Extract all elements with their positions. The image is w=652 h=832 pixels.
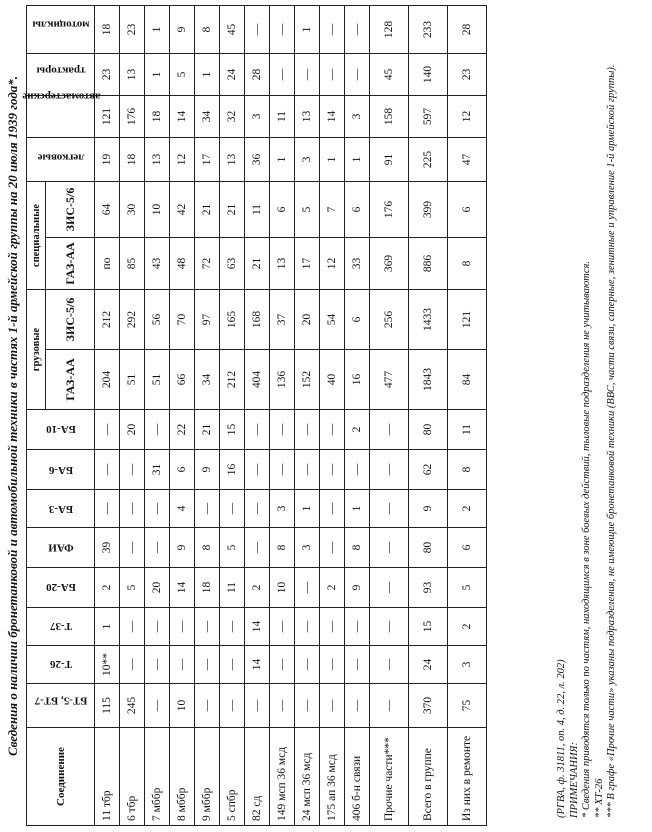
cell-aw: 597 (409, 95, 448, 137)
cell-s_zis: 6 (270, 181, 295, 237)
cell-ba3: 1 (295, 490, 320, 528)
cell-mc: 9 (170, 5, 195, 53)
table-row (345, 5, 370, 825)
cell-t26: — (145, 646, 170, 684)
table-row (448, 5, 487, 825)
cell-s_gaz: по (95, 238, 120, 290)
cell-c_zis: 292 (120, 290, 145, 350)
cell-tr: 1 (145, 53, 170, 95)
cell-mc: 233 (409, 5, 448, 53)
header-cargo-zis: ЗИС-5/6 (46, 290, 95, 350)
cell-aw: 14 (170, 95, 195, 137)
cell-c_zis: 165 (220, 290, 245, 350)
table-row (170, 5, 195, 825)
cell-s_zis: 6 (448, 181, 487, 237)
cell-ba3: — (320, 490, 345, 528)
cell-fai: 8 (270, 528, 295, 568)
cell-t26: 24 (409, 646, 448, 684)
cell-s_zis: 10 (145, 181, 170, 237)
cell-ba20: — (370, 568, 409, 608)
cell-aw: 11 (270, 95, 295, 137)
cell-ba10: — (245, 410, 270, 450)
cell-aw: 34 (195, 95, 220, 137)
cell-s_zis: 5 (295, 181, 320, 237)
cell-bt: 245 (120, 684, 145, 728)
row-label: 175 ап 36 мсд (320, 728, 345, 826)
cell-fai: 8 (345, 528, 370, 568)
cell-cars: 3 (295, 137, 320, 181)
cell-bt: — (270, 684, 295, 728)
cell-c_zis: 256 (370, 290, 409, 350)
cell-ba6: 31 (145, 450, 170, 490)
row-label: Из них в ремонте (448, 728, 487, 826)
cell-s_gaz: 33 (345, 238, 370, 290)
table-body (95, 5, 487, 825)
cell-ba10: — (295, 410, 320, 450)
cell-ba3: — (120, 490, 145, 528)
table-row (370, 5, 409, 825)
row-label: 8 мббр (170, 728, 195, 826)
cell-c_gaz: 204 (95, 350, 120, 410)
cell-ba10: 22 (170, 410, 195, 450)
cell-s_gaz: 369 (370, 238, 409, 290)
cell-tr: 23 (448, 53, 487, 95)
cell-tr: — (270, 53, 295, 95)
row-label: 9 мббр (195, 728, 220, 826)
header-fai: ФАИ (27, 528, 95, 568)
cell-ba10: 2 (345, 410, 370, 450)
table-row (145, 5, 170, 825)
row-label: 149 мсп 36 мсд (270, 728, 295, 826)
header-ba6: БА-6 (27, 450, 95, 490)
cell-cars: 91 (370, 137, 409, 181)
cell-bt: — (320, 684, 345, 728)
cell-cars: 1 (320, 137, 345, 181)
cell-tr: 5 (170, 53, 195, 95)
cell-fai: — (145, 528, 170, 568)
table-title: Сведения о наличии бронетанковой и автомобильной техники в частях 1-й армейской группы на 20 июля 1939 года*. (5, 75, 20, 757)
cell-c_gaz: 404 (245, 350, 270, 410)
cell-ba6: 9 (195, 450, 220, 490)
cell-t37: — (145, 608, 170, 646)
cell-mc: 18 (95, 5, 120, 53)
cell-c_gaz: 16 (345, 350, 370, 410)
cell-t26: — (170, 646, 195, 684)
cell-ba6: — (320, 450, 345, 490)
notes-heading: ПРИМЕЧАНИЯ: (568, 742, 580, 818)
cell-c_zis: 1433 (409, 290, 448, 350)
cell-t26: 3 (448, 646, 487, 684)
header-cars: легковые (27, 137, 95, 181)
cell-s_gaz: 63 (220, 238, 245, 290)
cell-t37: — (320, 608, 345, 646)
header-autoworkshops: автомастерские (27, 95, 95, 137)
cell-ba6: — (270, 450, 295, 490)
cell-s_gaz: 12 (320, 238, 345, 290)
cell-mc: 8 (195, 5, 220, 53)
cell-bt: — (145, 684, 170, 728)
cell-tr: 45 (370, 53, 409, 95)
cell-tr: 23 (95, 53, 120, 95)
cell-ba10: — (270, 410, 295, 450)
cell-tr: 24 (220, 53, 245, 95)
row-label: Прочие части*** (370, 728, 409, 826)
table-row (320, 5, 345, 825)
row-label: 7 мббр (145, 728, 170, 826)
header-t26: Т-26 (27, 646, 95, 684)
header-tractors: тракторы (27, 53, 95, 95)
cell-c_gaz: 34 (195, 350, 220, 410)
cell-tr: 28 (245, 53, 270, 95)
cell-ba3: 9 (409, 490, 448, 528)
cell-s_zis: 399 (409, 181, 448, 237)
cell-s_gaz: 13 (270, 238, 295, 290)
row-label: 82 сд (245, 728, 270, 826)
cell-mc: 45 (220, 5, 245, 53)
cell-cars: 13 (220, 137, 245, 181)
cell-fai: — (120, 528, 145, 568)
cell-aw: 12 (448, 95, 487, 137)
cell-c_gaz: 51 (145, 350, 170, 410)
cell-c_zis: 168 (245, 290, 270, 350)
cell-ba10: 21 (195, 410, 220, 450)
cell-mc: — (245, 5, 270, 53)
header-special-zis: ЗИС-5/6 (46, 181, 95, 237)
cell-mc: 1 (295, 5, 320, 53)
notes-block (556, 18, 619, 818)
cell-aw: 13 (295, 95, 320, 137)
cell-ba6: — (295, 450, 320, 490)
cell-ba6: 62 (409, 450, 448, 490)
cell-ba20: 93 (409, 568, 448, 608)
cell-t37: 14 (245, 608, 270, 646)
cell-t37: 1 (95, 608, 120, 646)
cell-ba6: 16 (220, 450, 245, 490)
cell-t37: — (270, 608, 295, 646)
cell-fai: 9 (170, 528, 195, 568)
cell-s_zis: 11 (245, 181, 270, 237)
cell-t26: — (270, 646, 295, 684)
cell-s_zis: 6 (345, 181, 370, 237)
cell-s_gaz: 85 (120, 238, 145, 290)
cell-ba6: 6 (170, 450, 195, 490)
cell-bt: — (370, 684, 409, 728)
cell-ba6: — (370, 450, 409, 490)
cell-ba10: — (320, 410, 345, 450)
cell-c_zis: 54 (320, 290, 345, 350)
table-row (295, 5, 320, 825)
cell-bt: 10 (170, 684, 195, 728)
cell-ba20: 5 (120, 568, 145, 608)
cell-t26: — (295, 646, 320, 684)
cell-c_gaz: 66 (170, 350, 195, 410)
cell-ba20: 10 (270, 568, 295, 608)
cell-t37: — (345, 608, 370, 646)
cell-aw: 14 (320, 95, 345, 137)
cell-ba6: — (245, 450, 270, 490)
vehicles-table (21, 5, 487, 826)
cell-bt: 75 (448, 684, 487, 728)
cell-cars: 1 (345, 137, 370, 181)
header-unit: Соединение (27, 728, 95, 826)
cell-tr: — (345, 53, 370, 95)
cell-ba20: 11 (220, 568, 245, 608)
cell-s_gaz: 48 (170, 238, 195, 290)
cell-c_zis: 121 (448, 290, 487, 350)
header-motorcycles: мотоциклы (27, 5, 95, 53)
cell-mc: 23 (120, 5, 145, 53)
cell-ba3: 3 (270, 490, 295, 528)
cell-fai: — (320, 528, 345, 568)
cell-s_gaz: 72 (195, 238, 220, 290)
header-cargo-group: грузовые (27, 290, 46, 410)
cell-ba20: 18 (195, 568, 220, 608)
cell-ba20: 9 (345, 568, 370, 608)
cell-t37: — (370, 608, 409, 646)
cell-s_zis: 7 (320, 181, 345, 237)
cell-ba6: 8 (448, 450, 487, 490)
cell-ba10: 20 (120, 410, 145, 450)
cell-bt: — (245, 684, 270, 728)
row-label: 6 тбр (120, 728, 145, 826)
cell-s_gaz: 886 (409, 238, 448, 290)
cell-tr: 140 (409, 53, 448, 95)
row-label: Всего в группе (409, 728, 448, 826)
cell-fai: 3 (295, 528, 320, 568)
cell-t26: 14 (245, 646, 270, 684)
cell-ba3: — (245, 490, 270, 528)
source-note: (РГВА, ф. 31811, оп. 4, д. 22, л. 202) (556, 659, 567, 818)
cell-ba10: — (370, 410, 409, 450)
cell-c_zis: 20 (295, 290, 320, 350)
cell-s_zis: 176 (370, 181, 409, 237)
cell-cars: 1 (270, 137, 295, 181)
cell-c_zis: 6 (345, 290, 370, 350)
cell-mc: — (345, 5, 370, 53)
header-ba10: БА-10 (27, 410, 95, 450)
table-row (409, 5, 448, 825)
note-1: * Сведения приводятся только по частям, находящимся в зоне боевых действий, тыловые подразделения не учитываются. (581, 260, 592, 818)
cell-ba3: — (95, 490, 120, 528)
cell-t37: 15 (409, 608, 448, 646)
cell-tr: — (320, 53, 345, 95)
cell-aw: 3 (245, 95, 270, 137)
row-label: 11 тбр (95, 728, 120, 826)
cell-bt: — (345, 684, 370, 728)
cell-fai: 39 (95, 528, 120, 568)
cell-c_zis: 212 (95, 290, 120, 350)
table-row (195, 5, 220, 825)
cell-ba10: 11 (448, 410, 487, 450)
cell-c_zis: 56 (145, 290, 170, 350)
cell-cars: 13 (145, 137, 170, 181)
cell-bt: — (195, 684, 220, 728)
cell-ba20: 20 (145, 568, 170, 608)
row-label: 5 спбр (220, 728, 245, 826)
header-bt: БТ-5, БТ-7 (27, 684, 95, 728)
cell-ba3: 2 (448, 490, 487, 528)
cell-c_gaz: 40 (320, 350, 345, 410)
cell-s_zis: 64 (95, 181, 120, 237)
cell-ba20: 2 (245, 568, 270, 608)
cell-ba20: 5 (448, 568, 487, 608)
cell-ba20: — (295, 568, 320, 608)
cell-t37: — (195, 608, 220, 646)
table-row (220, 5, 245, 825)
cell-c_gaz: 136 (270, 350, 295, 410)
cell-ba10: 15 (220, 410, 245, 450)
cell-tr: 13 (120, 53, 145, 95)
cell-c_gaz: 51 (120, 350, 145, 410)
cell-bt: 115 (95, 684, 120, 728)
cell-ba6: — (345, 450, 370, 490)
cell-cars: 17 (195, 137, 220, 181)
cell-bt: 370 (409, 684, 448, 728)
cell-c_gaz: 212 (220, 350, 245, 410)
cell-cars: 18 (120, 137, 145, 181)
cell-t26: — (345, 646, 370, 684)
cell-mc: 128 (370, 5, 409, 53)
cell-fai: 6 (448, 528, 487, 568)
cell-fai: 80 (409, 528, 448, 568)
cell-cars: 36 (245, 137, 270, 181)
cell-t26: — (320, 646, 345, 684)
header-special-gaz: ГАЗ-АА (46, 238, 95, 290)
cell-tr: — (295, 53, 320, 95)
note-3: *** В графе «Прочие части» указаны подразделения, не имеющие бронетанковой техники (ВВС, части связи, саперные, зенитные и управление 1-й армейской группы). (606, 64, 617, 818)
cell-cars: 12 (170, 137, 195, 181)
cell-ba3: — (220, 490, 245, 528)
cell-c_zis: 70 (170, 290, 195, 350)
cell-t26: — (195, 646, 220, 684)
cell-s_zis: 21 (195, 181, 220, 237)
cell-c_gaz: 84 (448, 350, 487, 410)
cell-fai: 5 (220, 528, 245, 568)
cell-s_gaz: 21 (245, 238, 270, 290)
cell-c_gaz: 1843 (409, 350, 448, 410)
cell-s_zis: 42 (170, 181, 195, 237)
cell-ba20: 2 (320, 568, 345, 608)
cell-ba3: — (145, 490, 170, 528)
cell-c_zis: 37 (270, 290, 295, 350)
cell-bt: — (220, 684, 245, 728)
cell-s_gaz: 43 (145, 238, 170, 290)
cell-mc: 1 (145, 5, 170, 53)
cell-bt: — (295, 684, 320, 728)
cell-mc: 28 (448, 5, 487, 53)
cell-cars: 225 (409, 137, 448, 181)
cell-ba6: — (95, 450, 120, 490)
cell-ba10: — (145, 410, 170, 450)
cell-ba20: 2 (95, 568, 120, 608)
cell-c_gaz: 477 (370, 350, 409, 410)
cell-ba10: — (95, 410, 120, 450)
header-ba20: БА-20 (27, 568, 95, 608)
header-ba3: БА-3 (27, 490, 95, 528)
cell-s_gaz: 8 (448, 238, 487, 290)
cell-t26: — (370, 646, 409, 684)
cell-aw: 158 (370, 95, 409, 137)
cell-aw: 121 (95, 95, 120, 137)
cell-s_zis: 21 (220, 181, 245, 237)
cell-fai: 8 (195, 528, 220, 568)
header-special-group: специальные (27, 181, 46, 289)
row-label: 24 мсп 36 мсд (295, 728, 320, 826)
cell-t26: 10** (95, 646, 120, 684)
cell-fai: — (245, 528, 270, 568)
cell-mc: — (320, 5, 345, 53)
cell-aw: 32 (220, 95, 245, 137)
cell-ba3: — (195, 490, 220, 528)
header-cargo-gaz: ГАЗ-АА (46, 350, 95, 410)
cell-c_gaz: 152 (295, 350, 320, 410)
cell-t37: — (170, 608, 195, 646)
cell-ba3: 4 (170, 490, 195, 528)
cell-aw: 176 (120, 95, 145, 137)
cell-t37: 2 (448, 608, 487, 646)
cell-aw: 18 (145, 95, 170, 137)
cell-mc: — (270, 5, 295, 53)
cell-ba20: 14 (170, 568, 195, 608)
row-label: 406 б-н связи (345, 728, 370, 826)
table-row (95, 5, 120, 825)
cell-aw: 3 (345, 95, 370, 137)
cell-cars: 47 (448, 137, 487, 181)
cell-t26: — (220, 646, 245, 684)
cell-cars: 19 (95, 137, 120, 181)
cell-ba10: 80 (409, 410, 448, 450)
cell-t37: — (295, 608, 320, 646)
cell-t26: — (120, 646, 145, 684)
cell-ba3: 1 (345, 490, 370, 528)
table-row (245, 5, 270, 825)
table-row (270, 5, 295, 825)
table-row (120, 5, 145, 825)
header-t37: Т-37 (27, 608, 95, 646)
cell-s_gaz: 17 (295, 238, 320, 290)
cell-tr: 1 (195, 53, 220, 95)
note-2: ** ХТ-26 (593, 778, 605, 818)
cell-fai: — (370, 528, 409, 568)
cell-s_zis: 30 (120, 181, 145, 237)
cell-c_zis: 97 (195, 290, 220, 350)
cell-ba3: — (370, 490, 409, 528)
cell-t37: — (120, 608, 145, 646)
cell-t37: — (220, 608, 245, 646)
cell-ba6: — (120, 450, 145, 490)
